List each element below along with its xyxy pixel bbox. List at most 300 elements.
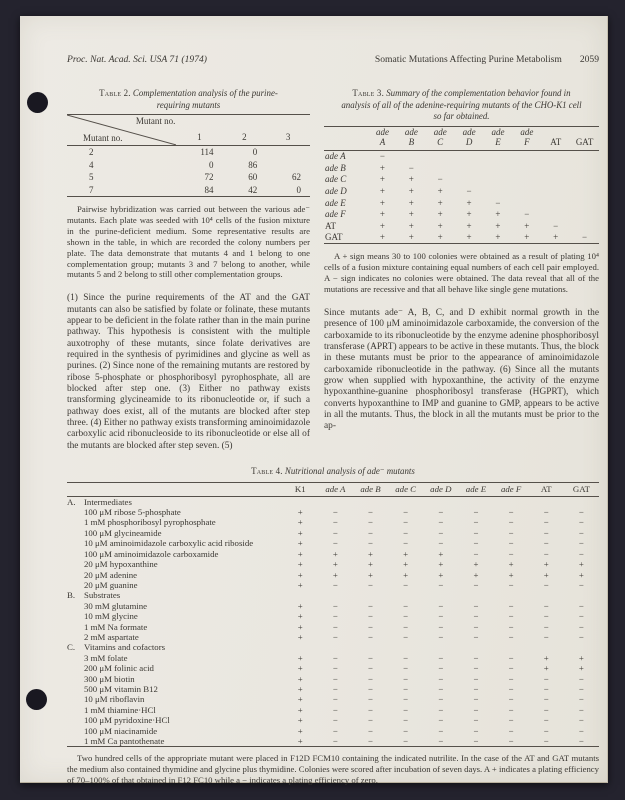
cell: + [297, 715, 303, 726]
row-label: 500 μM vitamin B12 [84, 683, 158, 694]
cell: − [438, 663, 444, 674]
cell: + [368, 569, 373, 580]
row-label: 1 mM Ca pantothenate [84, 736, 165, 746]
cell [541, 174, 570, 186]
cell: + [495, 232, 501, 243]
cell: − [332, 683, 338, 694]
cell: − [438, 631, 444, 642]
cell [455, 174, 484, 186]
table-row [324, 232, 599, 244]
row-label: 4 [89, 159, 94, 170]
cell: − [543, 517, 549, 528]
cell: − [508, 527, 514, 538]
cell: − [403, 663, 409, 674]
table-row [324, 220, 599, 232]
cell: 0 [209, 159, 214, 170]
row-label: 7 [89, 184, 94, 195]
cell: − [332, 663, 338, 674]
cell: − [543, 600, 549, 611]
cell: − [403, 652, 409, 663]
cell: − [403, 736, 409, 746]
running-head [67, 54, 599, 66]
cell [397, 150, 426, 162]
cell: + [553, 232, 559, 243]
cell: − [543, 631, 549, 642]
column-header: 1 [176, 115, 222, 146]
cell: − [578, 579, 584, 590]
row-label: 2 mM aspartate [84, 631, 139, 642]
section-label: B. Substrates [67, 590, 121, 601]
cell: − [368, 652, 373, 663]
table2-diagonal-header [67, 115, 176, 146]
cell [541, 150, 570, 162]
cell: + [379, 186, 385, 197]
table-row [67, 549, 599, 559]
cell: + [297, 621, 303, 632]
cell: − [578, 725, 584, 736]
cell: + [578, 663, 584, 674]
table-row [324, 150, 599, 162]
cell: + [578, 569, 584, 580]
cell: − [368, 725, 373, 736]
cell: − [438, 683, 444, 694]
cell [455, 150, 484, 162]
row-label: 20 μM adenine [84, 569, 138, 580]
row-label: ade A [325, 151, 346, 162]
cell: + [379, 232, 385, 243]
cell: + [332, 559, 338, 570]
cell: − [438, 611, 444, 622]
cell: − [368, 507, 373, 518]
row-label: 1 mM thiamine·HCl [84, 704, 156, 715]
row-label: 20 μM guanine [84, 579, 138, 590]
cell: − [473, 507, 479, 518]
table4-label: Table 4. [251, 466, 283, 477]
table2-header-row [67, 115, 310, 146]
cell: + [379, 162, 385, 173]
cell: + [297, 611, 303, 622]
cell [512, 197, 541, 209]
cell: − [473, 715, 479, 726]
table3-header-row [324, 126, 599, 150]
cell: − [543, 548, 549, 559]
page-content [67, 54, 599, 786]
cell: − [578, 538, 584, 549]
cell: − [332, 527, 338, 538]
table-row [67, 528, 599, 538]
row-label: 10 μM riboflavin [84, 694, 145, 705]
cell: − [368, 683, 373, 694]
cell: + [508, 569, 514, 580]
cell: + [438, 559, 444, 570]
cell: − [368, 663, 373, 674]
running-head-right [375, 54, 599, 66]
table2 [67, 114, 310, 197]
cell [484, 150, 513, 162]
cell: − [403, 538, 409, 549]
cell: − [438, 579, 444, 590]
hole-punch-top-icon [27, 92, 48, 113]
right-paragraph: Since mutants ade⁻ A, B, C, and D exhibit normal growth in the presence of 100 μM aminoimidazole carboxamide, the conversion of the carboxamide to its ribonucleotide by the enzyme adenine phosphoribosyl transferase (APRT) appears to be active in these mutants. Thus, the block in these mutants must be prior to the appearance of aminoimidazole carboxamide ribonucleotide in the pathway. (6) Since all the mutants grow when supplied with hypoxanthine, the activity of the enzyme hypoxanthine-guanine phosphoribosyl transferase (HGPRT), which converts hypoxanthine to IMP and guanine to GMP, appears to be active in all the mutants. Thus, the block in all the mutants must be prior to the ap- [324, 307, 599, 432]
cell: − [543, 507, 549, 518]
table-row [67, 580, 599, 590]
cell: + [466, 220, 472, 231]
cell: − [508, 507, 514, 518]
table-row [67, 146, 310, 159]
section-row [67, 642, 599, 652]
cell: − [368, 736, 373, 746]
cell: + [379, 209, 385, 220]
cell: − [408, 162, 414, 173]
cell: − [368, 527, 373, 538]
table4-header-row [67, 482, 599, 496]
cell: + [379, 197, 385, 208]
cell: + [297, 704, 303, 715]
table2-diag-left-label: Mutant no. [83, 133, 123, 143]
cell: − [508, 611, 514, 622]
cell: − [438, 527, 444, 538]
cell: 60 [248, 172, 258, 183]
cell: 84 [204, 184, 214, 195]
table-row [67, 559, 599, 569]
cell: − [473, 673, 479, 684]
table-row [67, 715, 599, 725]
section-label: C. Vitamins and cofactors [67, 642, 166, 653]
cell: − [543, 683, 549, 694]
cell [570, 220, 599, 232]
row-label: ade B [325, 162, 346, 173]
cell: − [578, 611, 584, 622]
cell: − [438, 621, 444, 632]
cell: − [403, 673, 409, 684]
cell: − [543, 736, 549, 746]
column-header: GAT [564, 482, 599, 496]
table-row [324, 174, 599, 186]
table2-diag-top-label: Mutant no. [135, 116, 176, 126]
cell: − [508, 517, 514, 528]
cell: + [297, 663, 303, 674]
cell: + [473, 559, 479, 570]
table-row [67, 570, 599, 580]
cell [266, 146, 310, 159]
cell: + [543, 569, 549, 580]
cell: − [473, 600, 479, 611]
cell: − [438, 600, 444, 611]
table2-title [96, 88, 282, 111]
row-label: 200 μM folinic acid [84, 663, 154, 674]
cell [541, 197, 570, 209]
column-header: ade C [388, 482, 423, 496]
cell: − [332, 736, 338, 746]
column-header: GAT [570, 126, 599, 150]
cell: − [578, 673, 584, 684]
cell [484, 162, 513, 174]
table-row [67, 705, 599, 715]
row-label: 100 μM glycineamide [84, 527, 162, 538]
table-row [67, 674, 599, 684]
cell: − [473, 736, 479, 746]
cell: − [403, 517, 409, 528]
column-header: 2 [223, 115, 267, 146]
page-number: 2059 [579, 54, 599, 65]
table-row [67, 622, 599, 632]
cell: + [297, 694, 303, 705]
cell: + [332, 569, 338, 580]
cell: − [473, 579, 479, 590]
row-label: ade F [325, 209, 346, 220]
cell: 42 [248, 184, 258, 195]
row-label: 100 μM ribose 5-phosphate [84, 507, 181, 518]
cell: − [332, 507, 338, 518]
cell: + [379, 174, 385, 185]
column-header: 3 [266, 115, 310, 146]
cell: − [438, 538, 444, 549]
cell: − [543, 694, 549, 705]
cell [541, 208, 570, 220]
cell: − [582, 232, 588, 243]
cell: + [297, 673, 303, 684]
table2-label: Table 2. [99, 88, 131, 98]
cell: + [297, 600, 303, 611]
cell: − [543, 725, 549, 736]
cell [512, 150, 541, 162]
cell [512, 185, 541, 197]
cell: − [368, 579, 373, 590]
table-row [324, 185, 599, 197]
cell [512, 162, 541, 174]
cell: − [578, 621, 584, 632]
journal-citation: Proc. Nat. Acad. Sci. USA 71 (1974) [67, 54, 207, 65]
two-column-area [67, 88, 599, 452]
cell: − [403, 694, 409, 705]
cell: + [578, 652, 584, 663]
cell: − [368, 694, 373, 705]
cell: + [543, 663, 549, 674]
cell: 114 [200, 147, 214, 158]
cell: − [508, 725, 514, 736]
table4-title-text: Nutritional analysis of ade⁻ mutants [284, 466, 415, 477]
cell: − [332, 715, 338, 726]
column-header: ade A [368, 126, 397, 150]
table-row [67, 171, 310, 184]
column-header: ade F [512, 126, 541, 150]
table4-block [67, 466, 599, 786]
row-label: ade C [325, 174, 347, 185]
cell: − [332, 621, 338, 632]
table-row [67, 517, 599, 527]
cell: + [438, 548, 444, 559]
cell: + [403, 548, 409, 559]
column-header: ade B [353, 482, 388, 496]
cell: − [473, 621, 479, 632]
cell: − [473, 704, 479, 715]
cell: − [578, 548, 584, 559]
cell: − [508, 548, 514, 559]
table-row [67, 601, 599, 611]
cell [426, 162, 455, 174]
paper-page [20, 16, 608, 786]
column-header: ade D [423, 482, 458, 496]
cell: 0 [296, 184, 301, 195]
cell: − [368, 631, 373, 642]
cell: − [508, 683, 514, 694]
cell: + [543, 559, 549, 570]
cell: − [368, 517, 373, 528]
cell: − [403, 579, 409, 590]
column-header: ade E [458, 482, 493, 496]
cell [484, 174, 513, 186]
table-row [324, 208, 599, 220]
cell: + [408, 197, 414, 208]
cell: + [368, 559, 373, 570]
cell: + [379, 220, 385, 231]
cell: + [438, 569, 444, 580]
cell: + [408, 220, 414, 231]
cell: − [508, 600, 514, 611]
cell [512, 174, 541, 186]
cell [455, 162, 484, 174]
cell: − [403, 507, 409, 518]
section-row [67, 590, 599, 600]
column-header: ade A [318, 482, 353, 496]
cell [426, 150, 455, 162]
cell [570, 174, 599, 186]
cell: + [403, 559, 409, 570]
cell: + [368, 548, 373, 559]
row-label: 300 μM biotin [84, 673, 135, 684]
table3-label: Table 3. [352, 88, 384, 98]
cell: − [543, 611, 549, 622]
row-label: 10 mM glycine [84, 611, 138, 622]
cell [570, 150, 599, 162]
cell: − [473, 631, 479, 642]
table4 [67, 482, 599, 748]
cell: − [578, 527, 584, 538]
row-label: 5 [89, 172, 94, 183]
cell [570, 162, 599, 174]
cell: + [297, 569, 303, 580]
cell: − [543, 538, 549, 549]
cell: − [524, 209, 530, 220]
cell: + [437, 197, 443, 208]
cell [484, 185, 513, 197]
cell: − [473, 694, 479, 705]
left-column [67, 88, 310, 452]
table-row [324, 197, 599, 209]
cell: + [408, 186, 414, 197]
table4-footnote: Two hundred cells of the appropriate mutant were placed in F12D FCM10 containing the indicated nutrilite. In the case of the AT and GAT mutants the medium also contained thymidine and glycine plus thymidine. Colonies were scored after incubation of seven days. A + indicates a plating efficiency of 70–100% of that obtained in F12 FC10 while a − indicates a plating efficiency of zero. [67, 753, 599, 786]
cell: 72 [204, 172, 214, 183]
cell: + [297, 579, 303, 590]
cell: + [495, 220, 501, 231]
table3-note: A + sign means 30 to 100 colonies were obtained as a result of plating 10⁴ cells of a fusion mixture containing equal numbers of each cell pair employed. A − sign indicates no colonies were obtained. The data reveal that all of the mutations are recessive and that all behave like single gene mutations. [324, 251, 599, 294]
cell: + [437, 186, 443, 197]
cell: − [379, 151, 385, 162]
row-label: 100 μM pyridoxine·HCl [84, 715, 170, 726]
row-label: 30 mM glutamine [84, 600, 148, 611]
cell [541, 162, 570, 174]
column-header: ade B [397, 126, 426, 150]
cell: − [578, 631, 584, 642]
table-row [67, 694, 599, 704]
table-row [67, 611, 599, 621]
cell: − [578, 600, 584, 611]
cell: − [508, 631, 514, 642]
cell: + [297, 507, 303, 518]
cell: − [473, 548, 479, 559]
cell [541, 185, 570, 197]
table-row [67, 736, 599, 747]
cell: − [332, 579, 338, 590]
cell: + [495, 209, 501, 220]
cell: − [368, 673, 373, 684]
cell: − [403, 631, 409, 642]
cell: + [297, 548, 303, 559]
row-label: ade E [325, 197, 346, 208]
cell: − [508, 652, 514, 663]
cell: − [368, 621, 373, 632]
cell: − [543, 527, 549, 538]
cell: − [368, 538, 373, 549]
column-header: ade D [455, 126, 484, 150]
cell: − [403, 725, 409, 736]
cell: − [438, 652, 444, 663]
row-label: 1 mM phosphoribosyl pyrophosphate [84, 517, 216, 528]
cell [570, 208, 599, 220]
cell: + [297, 538, 303, 549]
cell: − [543, 579, 549, 590]
cell: 86 [248, 159, 258, 170]
row-label: 20 μM hypoxanthine [84, 559, 158, 570]
cell: + [297, 631, 303, 642]
cell: − [332, 538, 338, 549]
table-row [67, 184, 310, 197]
cell: − [495, 197, 501, 208]
cell: − [438, 673, 444, 684]
row-label: 2 [89, 147, 94, 158]
cell: − [332, 600, 338, 611]
cell: − [437, 174, 443, 185]
cell: − [473, 527, 479, 538]
cell: − [403, 527, 409, 538]
cell: − [332, 704, 338, 715]
cell: − [403, 704, 409, 715]
row-label: AT [325, 220, 336, 231]
cell: − [508, 704, 514, 715]
cell: − [368, 611, 373, 622]
cell: − [438, 725, 444, 736]
section-row [67, 496, 599, 507]
table-row [324, 162, 599, 174]
table3-title [339, 88, 585, 123]
cell: + [297, 559, 303, 570]
cell: − [543, 621, 549, 632]
cell: 62 [292, 172, 301, 183]
cell: + [437, 232, 443, 243]
cell: − [332, 631, 338, 642]
cell: − [403, 611, 409, 622]
table-row [67, 538, 599, 548]
column-header: ade C [426, 126, 455, 150]
row-label: ade D [325, 186, 347, 197]
cell: + [437, 209, 443, 220]
cell: + [408, 209, 414, 220]
row-label: 100 μM aminoimidazole carboxamide [84, 548, 219, 559]
cell: − [332, 652, 338, 663]
cell: − [368, 600, 373, 611]
cell: + [437, 220, 443, 231]
cell: + [332, 548, 338, 559]
